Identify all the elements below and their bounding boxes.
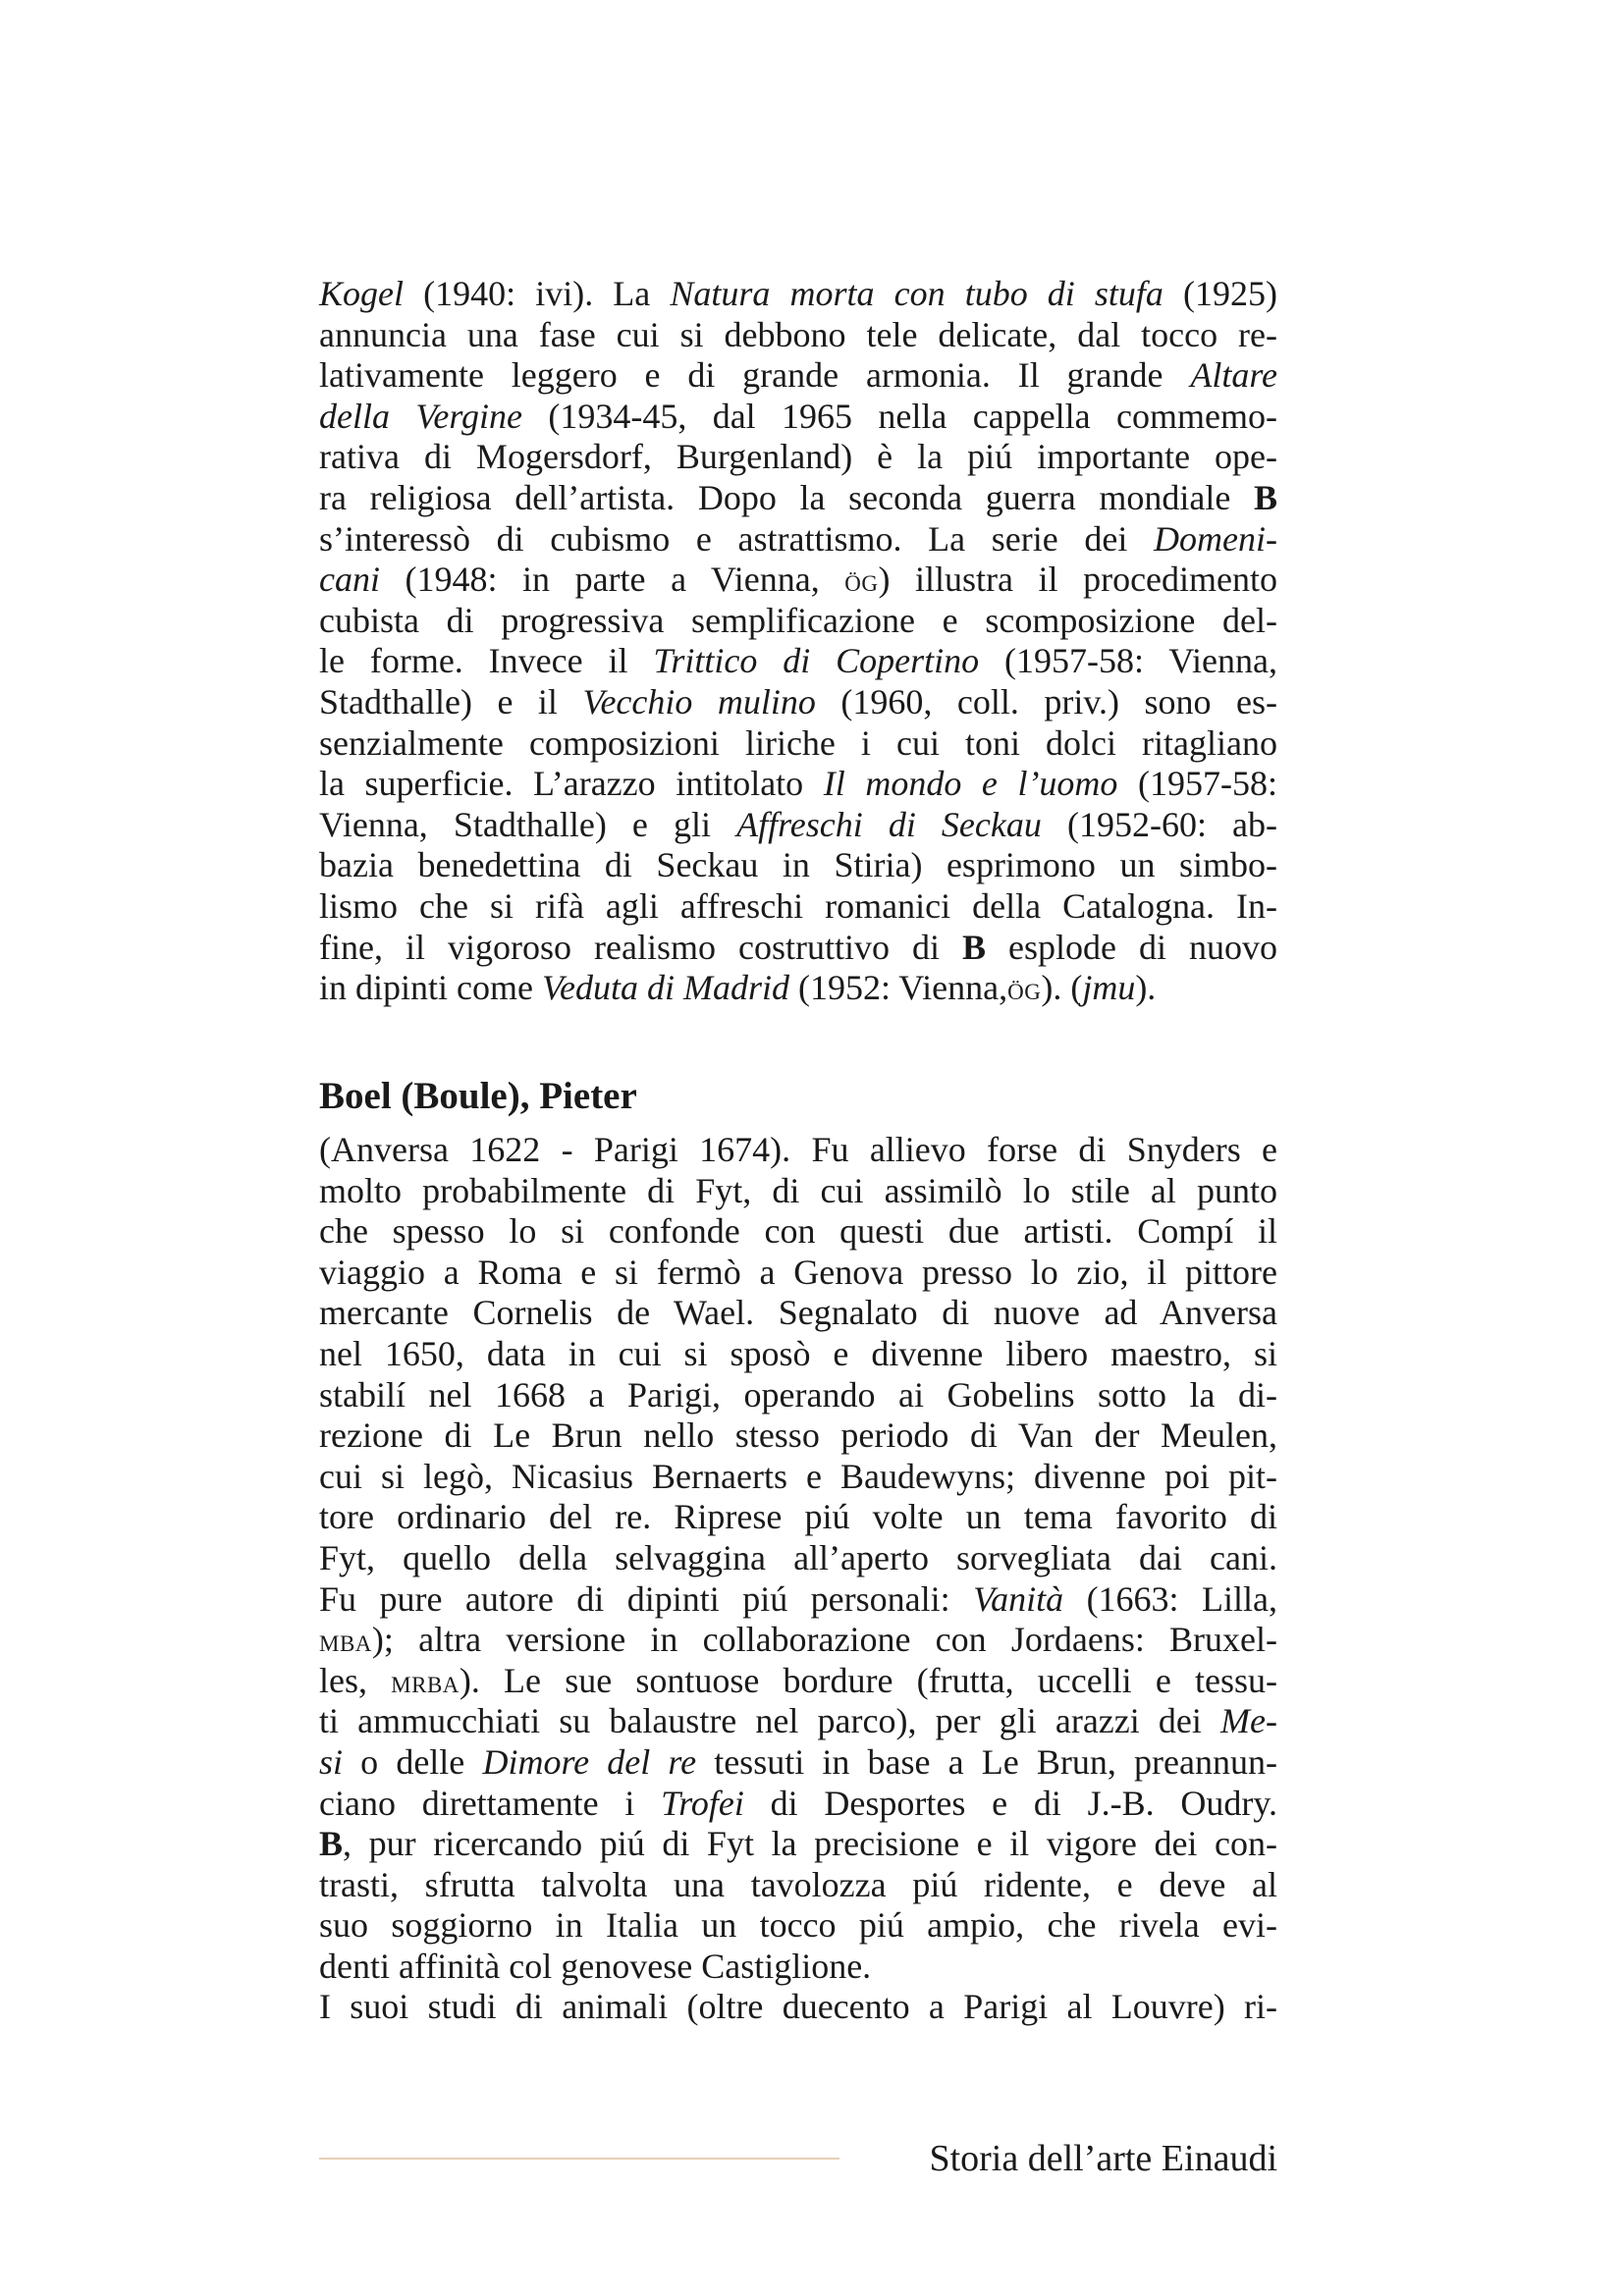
text-run: denti affinità col genovese Castiglione.: [319, 1946, 872, 1986]
text-run: o delle: [343, 1741, 483, 1782]
text-run: viaggio a Roma e si fermò a Genova presso lo zio, il pittore: [319, 1252, 1277, 1292]
text-line: [319, 519, 1277, 561]
text-run: (1957-58: Vienna,: [979, 641, 1277, 681]
text-run: lativamente leggero e di grande armonia. Il grande: [319, 355, 1191, 396]
text-run: le forme. Invece il: [319, 641, 654, 681]
text-run: mercante Cornelis de Wael. Segnalato di nuove ad Anversa: [319, 1293, 1277, 1333]
text-run: Trofei: [661, 1783, 744, 1823]
text-run: Fyt, quello della selvaggina all’aperto sorvegliata dai cani.: [319, 1537, 1277, 1577]
text-run: (1960, coll. priv.) sono es-: [815, 681, 1277, 721]
text-line: [319, 274, 1277, 315]
text-run: rezione di Le Brun nello stesso periodo di Van der Meulen,: [319, 1415, 1277, 1456]
text-line: [319, 1130, 1277, 1171]
text-run: mrba: [391, 1663, 460, 1700]
text-run: Stadthalle) e il: [319, 681, 583, 721]
text-run: Altare: [1190, 355, 1277, 396]
text-line: [319, 1538, 1277, 1579]
text-run: di Desportes e di J.-B. Oudry.: [743, 1783, 1278, 1823]
text-run: les,: [319, 1660, 392, 1700]
text-run: stabilí nel 1668 a Parigi, operando ai Gobelins sotto la di-: [319, 1374, 1277, 1415]
text-run: ra religiosa dell’artista. Dopo la seconda guerra mondiale: [319, 477, 1254, 517]
text-line: [319, 1497, 1277, 1538]
text-line: [319, 1865, 1277, 1906]
text-run: I suoi studi di animali (oltre duecento a Parigi al Louvre) ri-: [319, 1987, 1277, 2027]
text-line: [319, 764, 1277, 805]
text-run: Veduta di Madrid: [541, 968, 789, 1008]
text-run: cani: [319, 560, 380, 600]
text-run: (1948: in parte a Vienna,: [379, 560, 845, 600]
text-line: [319, 1784, 1277, 1825]
text-line: [319, 478, 1277, 519]
text-run: Trittico di Copertino: [653, 641, 980, 681]
text-line: [319, 1824, 1277, 1865]
text-run: ti ammucchiati su balaustre nel parco), per gli arazzi dei: [319, 1701, 1221, 1741]
text-run: Natura morta con tubo di stufa: [670, 274, 1163, 313]
text-run: Fu pure autore di dipinti piú personali:: [319, 1578, 974, 1619]
text-run: che spesso lo si confonde con questi due artisti. Compí il: [319, 1211, 1277, 1252]
text-line: [319, 437, 1277, 478]
text-run: B: [319, 1824, 344, 1864]
text-run: , pur ricercando piú di Fyt la precisione e il vigore dei con-: [343, 1824, 1277, 1864]
text-line: [319, 560, 1277, 601]
text-run: ).: [1135, 968, 1157, 1008]
text-line: [319, 355, 1277, 397]
text-run: ). Le sue sontuose bordure (frutta, uccelli e tessu-: [459, 1660, 1277, 1700]
text-line: [319, 1171, 1277, 1212]
text-line: [319, 1293, 1277, 1334]
text-line: [319, 805, 1277, 846]
text-run: fine, il vigoroso realismo costruttivo di: [319, 927, 962, 967]
text-run: ög: [844, 562, 879, 600]
text-line: [319, 1415, 1277, 1457]
text-line: [319, 1579, 1277, 1621]
text-run: della Vergine: [319, 396, 522, 436]
text-run: Dimore del re: [482, 1741, 697, 1782]
text-line: [319, 1987, 1277, 2028]
text-run: si: [319, 1741, 344, 1782]
text-line: [319, 845, 1277, 886]
text-run: Affreschi di Seckau: [736, 804, 1042, 844]
text-line: [319, 641, 1277, 682]
text-run: (1952-60: ab-: [1041, 804, 1278, 844]
text-run: Me-: [1220, 1701, 1277, 1741]
text-run: cui si legò, Nicasius Bernaerts e Baudewyns; divenne poi pit-: [319, 1456, 1277, 1496]
text-run: senzialmente composizioni liriche i cui toni dolci ritagliano: [319, 722, 1277, 763]
text-run: Il mondo e l’uomo: [823, 764, 1118, 804]
text-run: Vecchio mulino: [582, 681, 816, 721]
text-line: [319, 315, 1277, 356]
footer-title: Storia dell’arte Einaudi: [929, 2138, 1277, 2179]
text-run: suo soggiorno in Italia un tocco piú ampio, che rivela evi-: [319, 1905, 1277, 1946]
text-run: (1925): [1163, 274, 1278, 313]
text-run: jmu: [1082, 968, 1136, 1008]
text-run: (1934-45, dal 1965 nella cappella commemo-: [521, 396, 1277, 436]
entry-body-top: [319, 274, 1277, 1009]
text-line: [319, 1701, 1277, 1742]
text-run: (Anversa 1622 - Parigi 1674). Fu allievo forse di Snyders e: [319, 1130, 1277, 1169]
text-run: nel 1650, data in cui si sposò e divenne libero maestro, si: [319, 1333, 1277, 1373]
text-line: [319, 1253, 1277, 1294]
text-line: [319, 601, 1277, 642]
text-run: Vienna, Stadthalle) e gli: [319, 804, 737, 844]
text-run: Vanità: [973, 1578, 1064, 1619]
text-run: la superficie. L’arazzo intitolato: [319, 764, 824, 804]
text-run: mba: [319, 1623, 372, 1660]
text-line: [319, 928, 1277, 969]
text-line: [319, 968, 1277, 1009]
text-run: cubista di progressiva semplificazione e scomposizione del-: [319, 600, 1277, 640]
text-line: [319, 1620, 1277, 1661]
text-run: ciano direttamente i: [319, 1783, 662, 1823]
text-run: (1957-58:: [1117, 764, 1277, 804]
text-run: tore ordinario del re. Riprese piú volte un tema favorito di: [319, 1497, 1277, 1537]
text-run: tessuti in base a Le Brun, preannun-: [696, 1741, 1277, 1782]
text-line: [319, 682, 1277, 723]
text-run: in dipinti come: [319, 968, 542, 1008]
entry-heading: Boel (Boule), Pieter: [319, 1075, 637, 1117]
text-run: ); altra versione in collaborazione con Jordaens: Bruxel-: [371, 1620, 1277, 1660]
text-line: [319, 397, 1277, 438]
text-run: annuncia una fase cui si debbono tele delicate, dal tocco re-: [319, 314, 1277, 354]
text-run: ) illustra il procedimento: [878, 560, 1278, 600]
text-run: B: [961, 927, 986, 967]
text-run: ög: [1007, 971, 1042, 1008]
text-line: [319, 723, 1277, 765]
text-run: s’interessò di cubismo e astrattismo. La serie dei: [319, 518, 1155, 559]
text-line: [319, 886, 1277, 928]
text-run: esplode di nuovo: [986, 927, 1277, 967]
text-run: rativa di Mogersdorf, Burgenland) è la piú importante ope-: [319, 437, 1277, 477]
text-run: molto probabilmente di Fyt, di cui assimilò lo stile al punto: [319, 1170, 1277, 1210]
text-line: [319, 1334, 1277, 1375]
text-run: ). (: [1041, 968, 1083, 1008]
text-line: [319, 1947, 1277, 1988]
text-run: bazia benedettina di Seckau in Stiria) esprimono un simbo-: [319, 845, 1277, 885]
entry-body-boel: [319, 1130, 1277, 2028]
text-line: [319, 1375, 1277, 1416]
text-run: (1952: Vienna,: [788, 968, 1008, 1008]
text-line: [319, 1661, 1277, 1702]
text-run: (1663: Lilla,: [1063, 1578, 1277, 1619]
text-run: trasti, sfrutta talvolta una tavolozza piú ridente, e deve al: [319, 1864, 1277, 1904]
text-run: Kogel: [319, 274, 404, 313]
text-run: B: [1253, 477, 1277, 517]
footer-rule: [319, 2158, 839, 2160]
text-run: lismo che si rifà agli affreschi romanici della Catalogna. In-: [319, 885, 1277, 926]
text-run: Domeni-: [1154, 518, 1277, 559]
text-line: [319, 1211, 1277, 1253]
text-line: [319, 1742, 1277, 1784]
text-line: [319, 1905, 1277, 1947]
text-line: [319, 1457, 1277, 1498]
text-run: (1940: ivi). La: [404, 274, 671, 313]
